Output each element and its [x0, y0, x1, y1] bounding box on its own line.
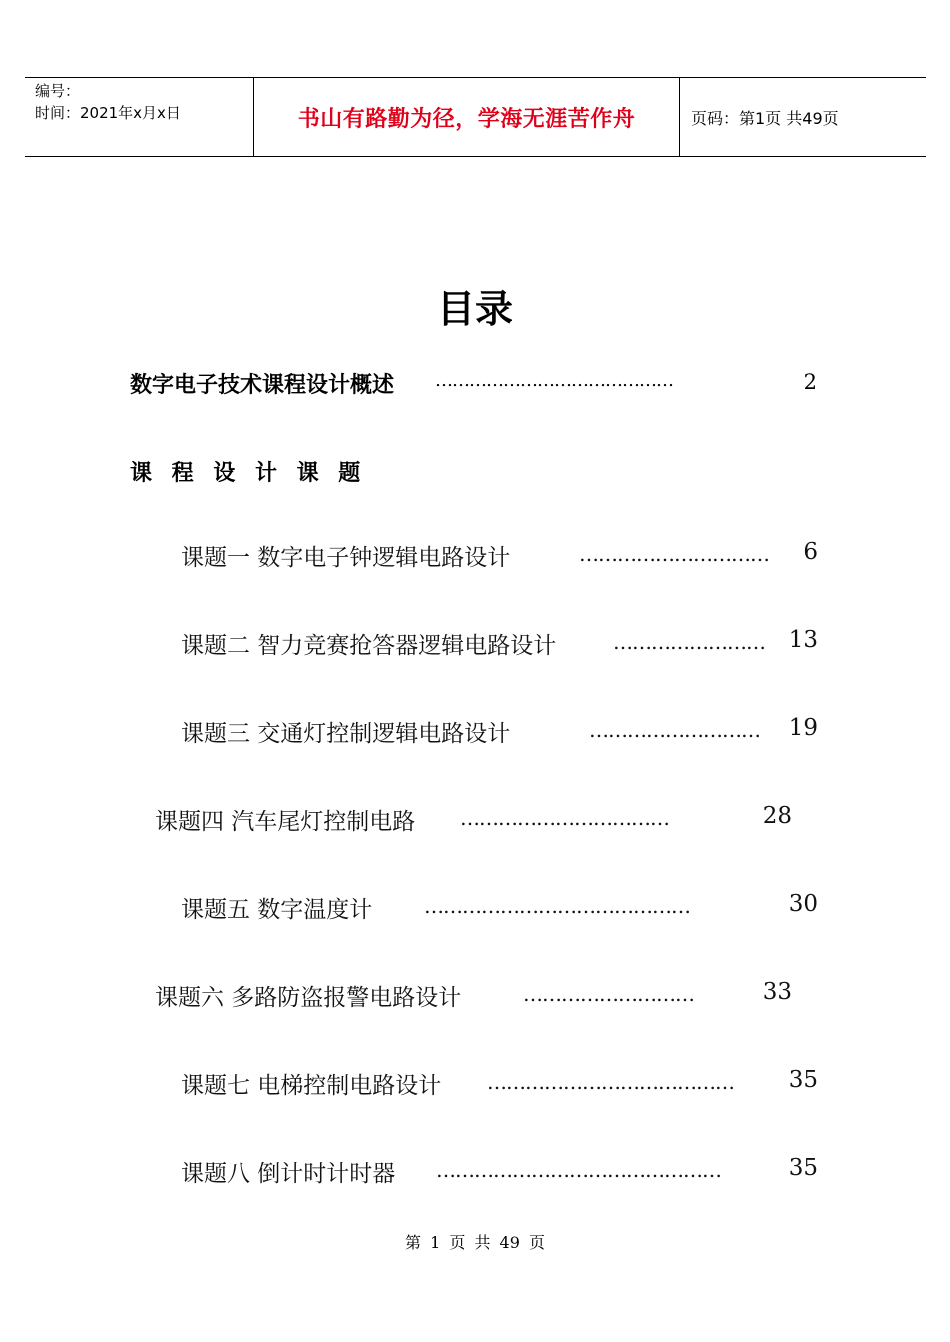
toc-entry-4[interactable] — [155, 803, 792, 835]
page-footer: 第 1 页 共 49 页 — [405, 1233, 545, 1252]
page-header — [25, 77, 926, 157]
toc-entry-label: 课题七 电梯控制电路设计 — [181, 1073, 442, 1099]
toc-entry-label: 课题五 数字温度计 — [181, 897, 373, 923]
header-number-label: 编号： — [35, 82, 81, 100]
toc-page-number: 28 — [762, 803, 792, 829]
toc-overview-label: 数字电子技术课程设计概述 — [130, 373, 395, 398]
toc-leader: ……………………………………… — [436, 1158, 721, 1182]
toc-entry-1[interactable] — [181, 539, 818, 571]
toc-overview-entry[interactable] — [130, 368, 820, 398]
header-page-info: 页码：第1页 共49页 — [691, 109, 839, 128]
page-title: 目录 — [436, 287, 513, 331]
toc-leader: …………………………… — [460, 806, 669, 830]
toc-leader: …………………… — [613, 630, 765, 654]
header-time-label: 时间：2021年x月x日 — [35, 104, 181, 122]
header-meta — [35, 80, 181, 124]
header-motto: 书山有路勤为径，学海无涯苦作舟 — [297, 107, 636, 132]
toc-entry-8[interactable] — [181, 1155, 818, 1187]
toc-entry-5[interactable] — [181, 891, 818, 923]
toc-leader: …………………………………… — [424, 894, 690, 918]
toc-page-number: 35 — [788, 1155, 818, 1181]
toc-entry-7[interactable] — [181, 1067, 818, 1099]
toc-page-number: 30 — [788, 891, 818, 917]
toc-page-number: 2 — [803, 370, 817, 394]
toc-entry-2[interactable] — [181, 627, 818, 659]
toc-page-number: 19 — [788, 715, 818, 741]
toc-entry-label: 课题二 智力竞赛抢答器逻辑电路设计 — [181, 633, 557, 659]
toc-entry-label: 课题三 交通灯控制逻辑电路设计 — [181, 721, 511, 747]
toc-leader: …………………………………… — [435, 370, 673, 391]
toc-entry-label: 课题八 倒计时计时器 — [181, 1161, 396, 1187]
header-divider — [679, 78, 680, 156]
toc-page-number: 35 — [788, 1067, 818, 1093]
toc-leader: ……………………… — [523, 982, 694, 1006]
toc-entry-6[interactable] — [155, 979, 792, 1011]
toc-entry-label: 课题四 汽车尾灯控制电路 — [155, 809, 416, 835]
toc-leader: ………………………………… — [487, 1070, 734, 1094]
toc-page-number: 33 — [762, 979, 792, 1005]
toc-entry-label: 课题一 数字电子钟逻辑电路设计 — [181, 545, 511, 571]
toc-leader: ………………………… — [579, 542, 769, 566]
toc-entry-3[interactable] — [181, 715, 818, 747]
toc-page-number: 6 — [803, 539, 818, 565]
toc-page-number: 13 — [788, 627, 818, 653]
section-heading: 课 程 设 计 课 题 — [130, 461, 367, 486]
toc-leader: ……………………… — [589, 718, 760, 742]
toc-entry-label: 课题六 多路防盗报警电路设计 — [155, 985, 462, 1011]
